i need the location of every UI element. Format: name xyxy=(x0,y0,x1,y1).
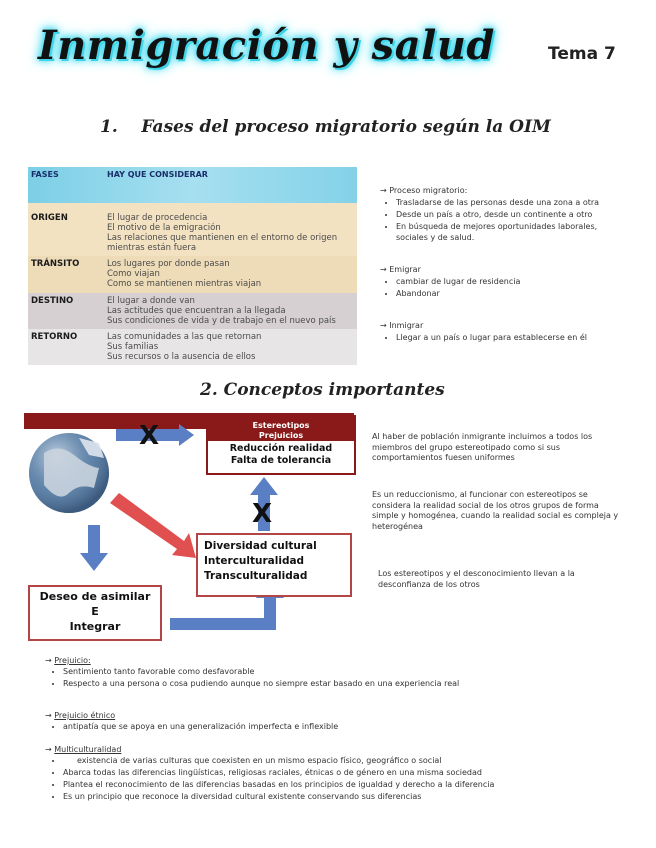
note-item: • Llegar a un país o lugar para establecerse en él xyxy=(396,332,630,343)
definition-item: • existencia de varias culturas que coexisten en un mismo espacio físico, geográfico o social xyxy=(63,755,615,766)
table-header-fases: FASES xyxy=(31,170,59,179)
assimilate-label: Deseo de asimilar xyxy=(39,590,151,603)
paragraph-population: Al haber de población inmigrante incluimos a todos los miembros del grupo estereotipado como si sus comportamientos fuesen uniformes xyxy=(372,432,593,462)
phase-details xyxy=(104,329,357,365)
phase-item: Las comunidades a las que retornan xyxy=(107,331,262,342)
concepts-diagram xyxy=(24,413,354,639)
phases-table xyxy=(28,167,357,365)
definition-item: • Abarca todas las diferencias lingüísticas, religiosas raciales, étnicas o de género en una misma sociedad xyxy=(63,767,615,778)
phase-details xyxy=(104,203,357,256)
topic-label: Tema 7 xyxy=(548,44,616,64)
transculturality-label: Transculturalidad xyxy=(204,570,308,582)
arrow-down-icon xyxy=(80,525,108,571)
and-label: E xyxy=(91,605,99,618)
note-heading: → Inmigrar xyxy=(380,321,424,330)
note-item: • Desde un país a otro, desde un continente a otro xyxy=(396,209,630,220)
phase-name: RETORNO xyxy=(31,331,78,342)
note-heading: → Proceso migratorio: xyxy=(380,186,468,195)
phase-details xyxy=(104,256,357,292)
phase-name: DESTINO xyxy=(31,295,74,306)
definition-heading: Multiculturalidad xyxy=(54,745,122,754)
phase-item: Sus familias xyxy=(107,341,159,352)
phase-item: El lugar a donde van xyxy=(107,295,195,306)
stereotypes-head xyxy=(208,417,354,441)
phase-item: Sus condiciones de vida y de trabajo en el nuevo país xyxy=(107,315,336,326)
definition-item: • Es un principio que reconoce la diversidad cultural existente conservando sus diferencias xyxy=(63,791,615,802)
paragraph-distrust: Los estereotipos y el desconocimiento llevan a la desconfianza de los otros xyxy=(378,569,575,589)
assimilate-box xyxy=(28,585,162,641)
definition-item: • antipatía que se apoya en una generalización imperfecta e inflexible xyxy=(63,721,605,732)
note-item: • cambiar de lugar de residencia xyxy=(396,276,630,287)
phase-name: ORIGEN xyxy=(31,213,68,223)
table-row xyxy=(28,329,357,365)
phase-item: Los lugares por donde pasan xyxy=(107,259,230,270)
note-inmigrar xyxy=(380,320,630,344)
stereotypes-box xyxy=(206,415,356,475)
definition-heading: Prejuicio: xyxy=(54,656,91,665)
diversity-label: Diversidad cultural xyxy=(204,540,317,552)
phase-item: Como viajan xyxy=(107,269,160,280)
phase-item: El motivo de la emigración xyxy=(107,223,221,233)
note-proceso-migratorio xyxy=(380,185,630,244)
stereotypes-body xyxy=(208,441,354,467)
red-arrow-icon xyxy=(110,493,196,558)
phase-details xyxy=(104,293,357,329)
integrate-label: Integrar xyxy=(69,620,121,633)
globe-icon xyxy=(29,433,109,513)
section-2-heading: 2. Conceptos importantes xyxy=(200,380,445,400)
definition-item: • Respecto a una persona o cosa pudiendo aunque no siempre estar basado en una experiencia real xyxy=(63,678,605,689)
phase-name: TRÁNSITO xyxy=(31,259,80,270)
note-item: • Abandonar xyxy=(396,288,630,299)
phase-item: El lugar de procedencia xyxy=(107,213,208,223)
phase-item: Las relaciones que mantienen en el entorno de origen mientras están fuera xyxy=(107,233,338,253)
x-mark-icon: X xyxy=(252,499,273,529)
definition-multiculturalidad: → Multiculturalidad • existencia de varias culturas que coexisten en un mismo espacio físico, geográfico o social • Abarca todas las diferencias lingüísticas, religiosas raciales, étnicas o de género en una misma sociedad • Plantea el reconocimiento de las diferencias basadas en los principios de igualdad y derecho a la diferencia • Es un principio que reconoce la diversidad cultural existente conservando sus diferencias xyxy=(45,744,615,803)
interculturality-label: Interculturalidad xyxy=(204,555,305,567)
page-title: Inmigración y salud xyxy=(38,22,495,69)
note-item: • Trasladarse de las personas desde una zona a otra xyxy=(396,197,630,208)
phase-item: Como se mantienen mientras viajan xyxy=(107,279,262,290)
table-header-considerar: HAY QUE CONSIDERAR xyxy=(107,170,208,179)
diversity-box xyxy=(196,533,352,597)
note-emigrar xyxy=(380,264,630,300)
note-heading: → Emigrar xyxy=(380,265,421,274)
definition-prejuicio-etnico: → Prejuicio étnico • antipatía que se apoya en una generalización imperfecta e inflexible xyxy=(45,710,605,733)
table-row xyxy=(28,293,357,329)
definition-prejuicio: → Prejuicio: • Sentimiento tanto favorable como desfavorable • Respecto a una persona o cosa pudiendo aunque no siempre estar basado en una experiencia real xyxy=(45,655,605,690)
phase-item: Sus recursos o la ausencia de ellos xyxy=(107,351,256,362)
definition-item: • Plantea el reconocimiento de las diferencias basadas en los principios de igualdad y derecho a la diferencia xyxy=(63,779,615,790)
intolerance-label: Falta de tolerancia xyxy=(230,455,332,466)
x-mark-icon: X xyxy=(139,421,160,451)
note-item: • En búsqueda de mejores oportunidades laborales, sociales y de salud. xyxy=(396,221,630,243)
stereotypes-label: Estereotipos xyxy=(252,421,310,430)
table-row xyxy=(28,256,357,292)
table-header-row xyxy=(28,167,357,203)
prejudices-label: Prejuicios xyxy=(258,431,304,440)
definition-heading: Prejuicio étnico xyxy=(54,711,116,720)
section-1-heading: 1. Fases del proceso migratorio según la OIM xyxy=(100,117,551,137)
paragraph-reductionism: Es un reduccionismo, al funcionar con estereotipos se considera la realidad social de los otros grupos de forma simple y homogénea, cuando la realidad social es compleja y heterogénea xyxy=(372,490,619,531)
phase-item: Las actitudes que encuentran a la llegada xyxy=(107,305,286,316)
reduction-label: Reducción realidad xyxy=(229,443,333,454)
definition-item: • Sentimiento tanto favorable como desfavorable xyxy=(63,666,605,677)
table-row xyxy=(28,203,357,256)
